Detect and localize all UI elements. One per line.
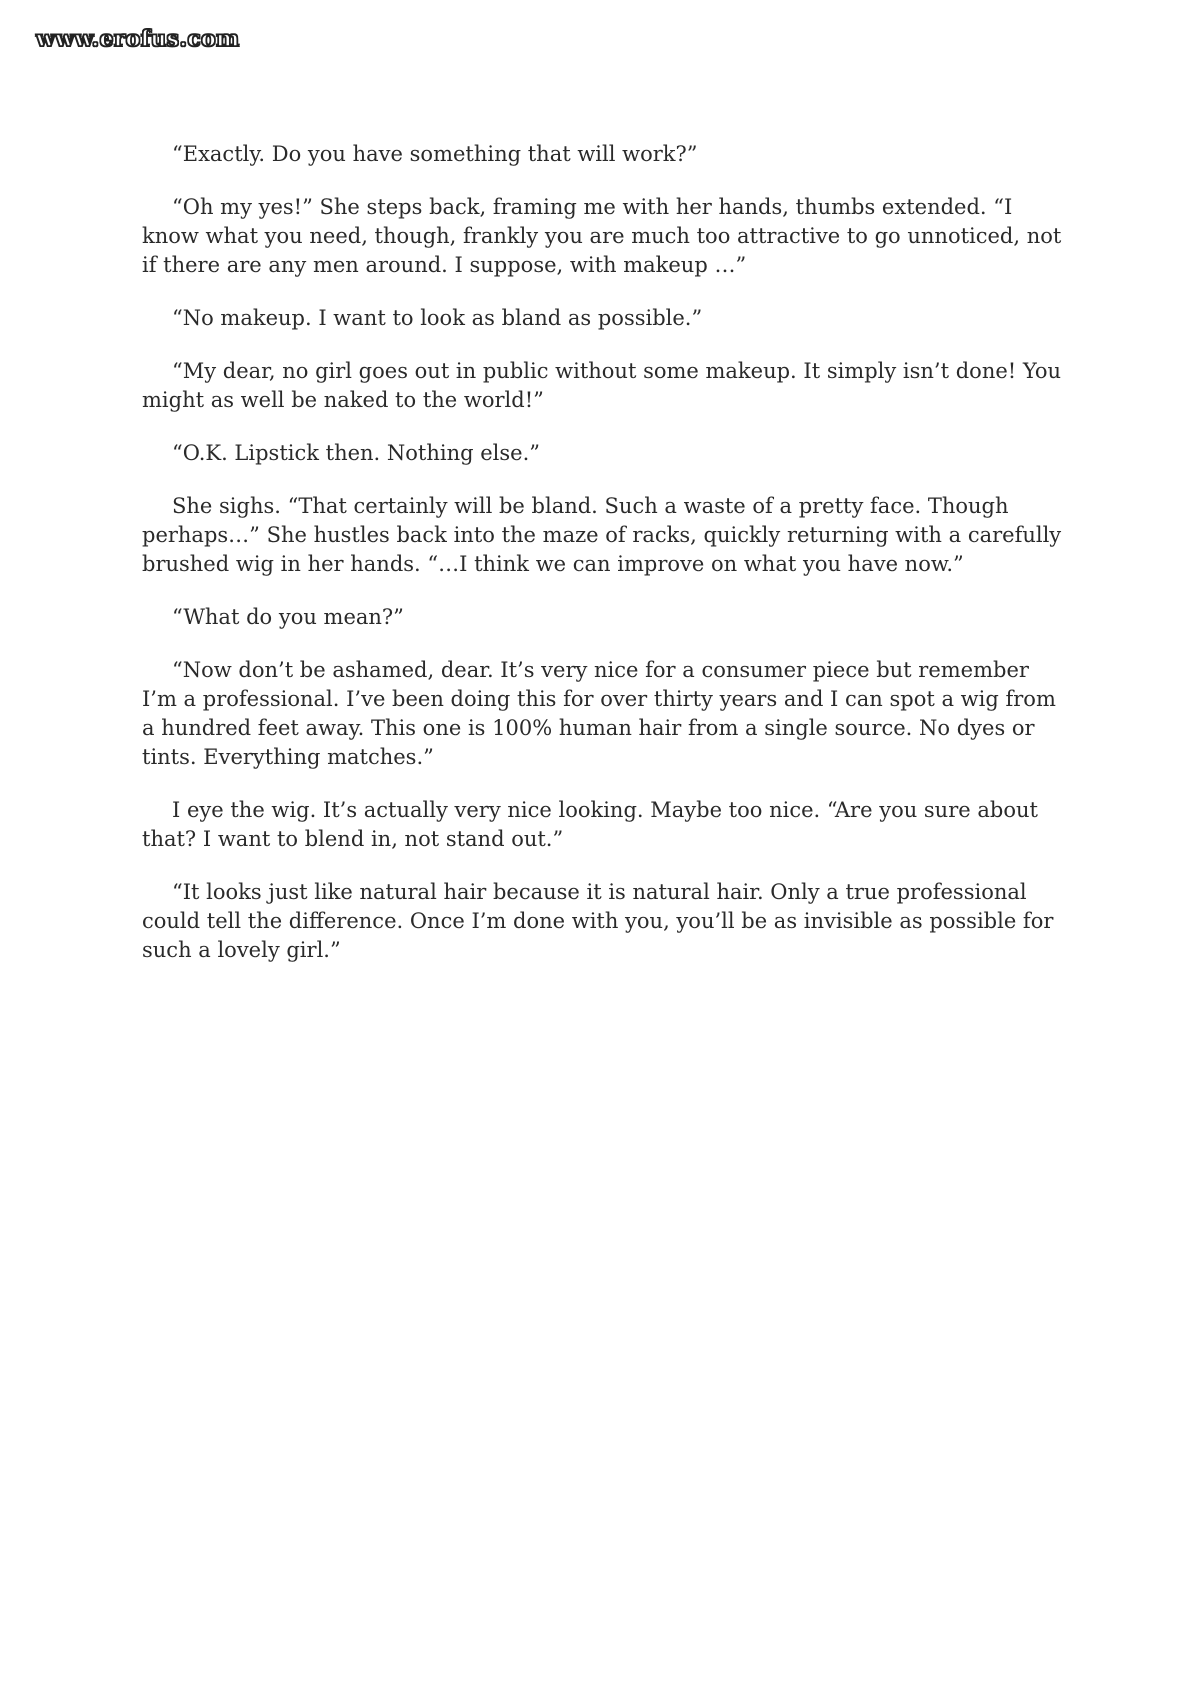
watermark: www.erofus.com <box>36 26 240 52</box>
paragraph: She sighs. “That certainly will be bland. Such a waste of a pretty face. Though perhaps…” She hustles back into the maze of racks, quickly returning with a carefully brushed wig in her hands. “…I think we can improve on what you have now.” <box>142 494 1062 576</box>
paragraph: “My dear, no girl goes out in public without some makeup. It simply isn’t done! You might as well be naked to the world!” <box>142 359 1062 412</box>
paragraph: “O.K. Lipstick then. Nothing else.” <box>172 441 541 465</box>
paragraph: “No makeup. I want to look as bland as possible.” <box>172 306 703 330</box>
paragraph: “Now don’t be ashamed, dear. It’s very nice for a consumer piece but remember I’m a professional. I’ve been doing this for over thirty years and I can spot a wig from a hundred feet away. This one is 100% human hair from a single source. No dyes or tints. Everything matches.” <box>142 658 1056 769</box>
paragraph: “Oh my yes!” She steps back, framing me with her hands, thumbs extended. “I know what you need, though, frankly you are much too attractive to go unnoticed, not if there are any men around. I suppose, with makeup …” <box>142 195 1062 277</box>
paragraph: I eye the wig. It’s actually very nice looking. Maybe too nice. “Are you sure about that? I want to blend in, not stand out.” <box>142 798 1038 851</box>
paragraph: “What do you mean?” <box>172 605 404 629</box>
paragraph: “Exactly. Do you have something that will work?” <box>172 142 698 166</box>
text-body <box>142 140 1062 989</box>
paragraph: “It looks just like natural hair because it is natural hair. Only a true professional could tell the difference. Once I’m done with you, you’ll be as invisible as possible for such a lovely girl.” <box>142 880 1054 962</box>
